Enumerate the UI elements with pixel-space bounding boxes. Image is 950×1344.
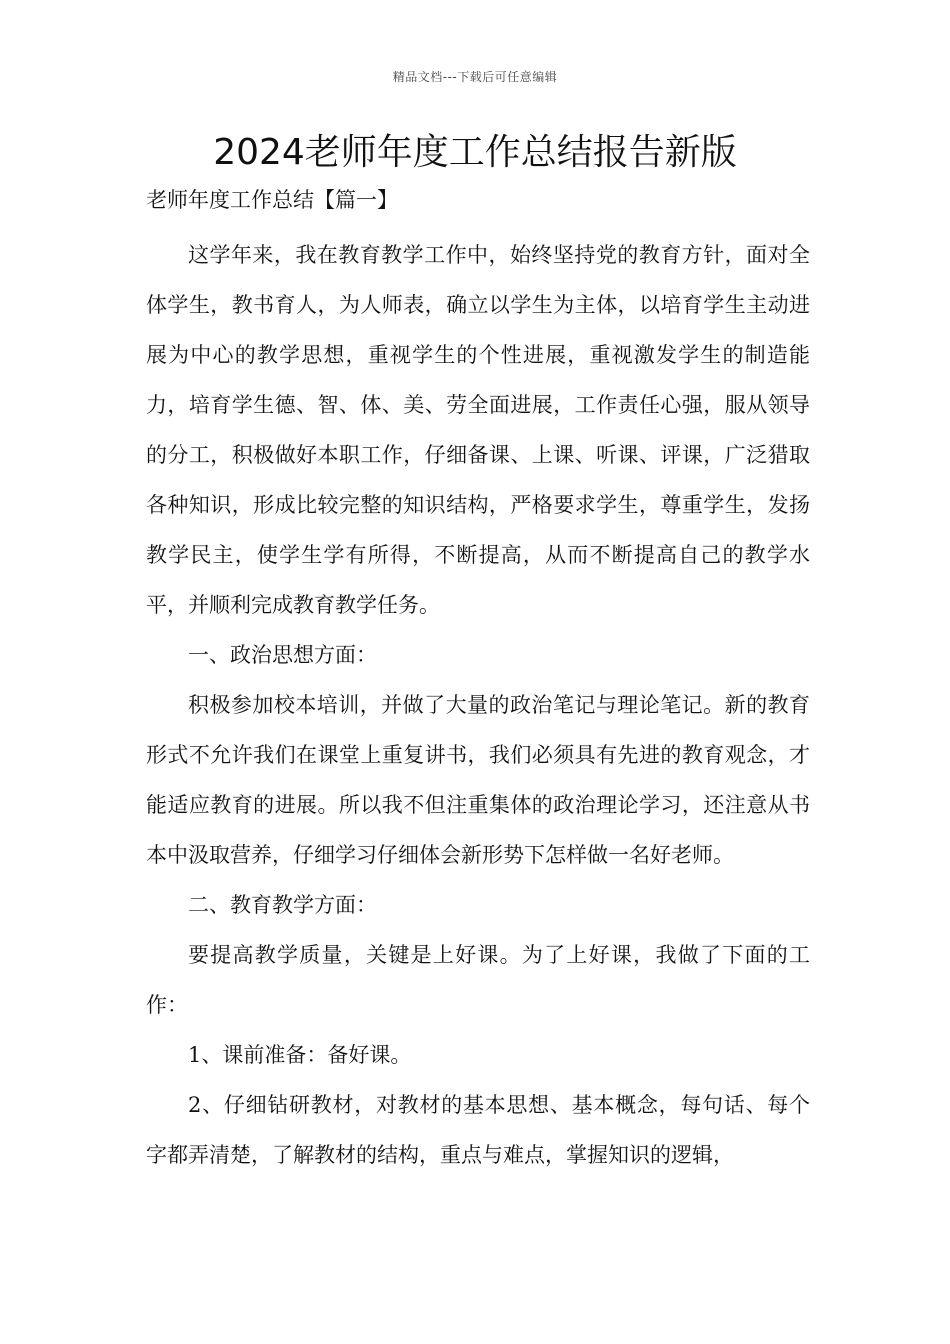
list-item-1: 1、课前准备：备好课。 bbox=[188, 1043, 412, 1067]
list-item-2: 2、仔细钻研教材，对教材的基本思想、基本概念，每句话、每个字都弄清楚，了解教材的结构，重点与难点，掌握知识的逻辑， bbox=[146, 1093, 810, 1167]
body-text bbox=[146, 230, 810, 1180]
section-subtitle: 老师年度工作总结【篇一】 bbox=[146, 188, 398, 212]
paragraph-intro: 这学年来，我在教育教学工作中，始终坚持党的教育方针，面对全体学生，教书育人，为人师表，确立以学生为主体，以培育学生主动进展为中心的教学思想，重视学生的个性进展，重视激发学生的制造能力，培育学生德、智、体、美、劳全面进展，工作责任心强，服从领导的分工，积极做好本职工作，仔细备课、上课、听课、评课，广泛猎取各种知识，形成比较完整的知识结构，严格要求学生，尊重学生，发扬教学民主，使学生学有所得，不断提高，从而不断提高自己的教学水平，并顺利完成教育教学任务。 bbox=[146, 243, 810, 617]
heading-teaching: 二、教育教学方面： bbox=[188, 893, 377, 917]
paragraph-political: 积极参加校本培训，并做了大量的政治笔记与理论笔记。新的教育形式不允许我们在课堂上重复讲书，我们必须具有先进的教育观念，才能适应教育的进展。所以我不但注重集体的政治理论学习，还注意从书本中汲取营养，仔细学习仔细体会新形势下怎样做一名好老师。 bbox=[146, 693, 810, 867]
header-note: 精品文档---下载后可任意编辑 bbox=[392, 70, 558, 84]
paragraph-teaching: 要提高教学质量，关键是上好课。为了上好课，我做了下面的工作： bbox=[146, 943, 810, 1017]
document-title: 2024老师年度工作总结报告新版 bbox=[213, 132, 737, 173]
heading-political: 一、政治思想方面： bbox=[188, 643, 377, 667]
